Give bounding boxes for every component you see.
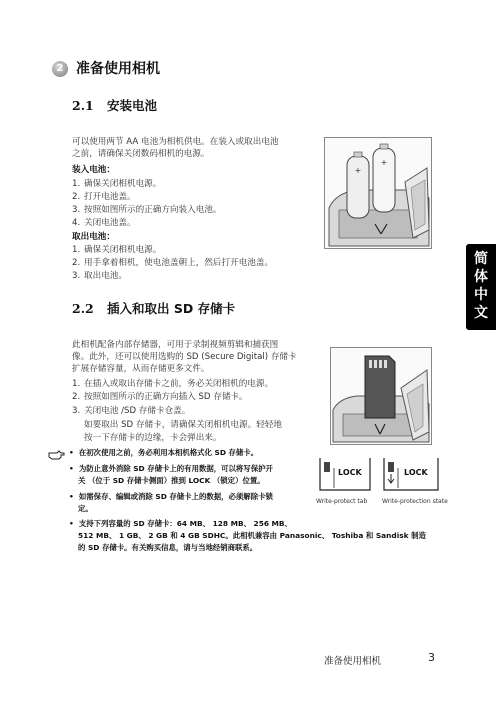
side-tab-char-1: 简 (474, 251, 488, 267)
remove-step-2-text: 用手拿着相机，使电池盖朝上，然后打开电池盖。 (84, 258, 274, 268)
side-tab-char-4: 文 (474, 305, 488, 321)
sd-step-2-text: 按照如图所示的正确方向插入 SD 存储卡。 (84, 392, 248, 402)
section-2-intro-line-2: 像。此外，还可以使用选购的 SD (Secure Digital) 存储卡 (72, 352, 297, 362)
svg-text:+: + (354, 166, 362, 175)
language-side-tab (466, 244, 496, 330)
note-2-line-2: 关 （位于 SD 存储卡侧面）推到 LOCK （锁定）位置。 (78, 476, 265, 485)
lock-text-left: LOCK (338, 468, 362, 477)
install-step-4-text: 关闭电池盖。 (84, 218, 136, 228)
sd-step-1 (72, 377, 273, 389)
install-step-3-text: 按照如图所示的正确方向装入电池。 (84, 205, 222, 215)
remove-step-2-number: 2. (72, 258, 81, 268)
write-protection-state-label: Write-protection state (382, 498, 448, 505)
install-step-4-number: 4. (72, 218, 81, 228)
remove-step-3-number: 3. (72, 271, 81, 281)
note-4-line-3: 的 SD 存储卡。有关购买信息，请与当地经销商联系。 (78, 543, 258, 552)
remove-step-1-text: 确保关闭相机电源。 (84, 245, 162, 255)
note-2 (69, 463, 273, 474)
footer-chapter-title: 准备使用相机 (324, 656, 382, 667)
section-2-intro-line-3: 扩展存储容量，从而存储更多文件。 (72, 364, 210, 374)
battery-install-illustration (324, 137, 432, 249)
section-2-number: 2.2 (72, 301, 94, 316)
page-number: 3 (428, 651, 435, 664)
section-2-title: 插入和取出 SD 存储卡 (107, 301, 236, 316)
battery-illustration-drawing (325, 138, 431, 248)
remove-step-3-text: 取出电池。 (84, 271, 127, 281)
note-1-bullet: • (69, 448, 74, 457)
section-1-number: 2.1 (72, 98, 94, 113)
note-hand-icon (48, 446, 66, 458)
note-4-bullet: • (69, 519, 74, 528)
install-step-1-text: 确保关闭相机电源。 (84, 179, 162, 189)
install-step-4 (72, 216, 136, 228)
section-2-intro-line-1: 此相机配备内部存储器，可用于录制视频剪辑和捕获图 (72, 340, 279, 350)
install-step-3 (72, 203, 222, 215)
sd-step-1-text: 在插入或取出存储卡之前，务必关闭相机的电源。 (84, 379, 274, 389)
section-1-title: 安装电池 (107, 98, 158, 113)
sd-card-illustration-drawing (331, 348, 431, 444)
side-tab-char-3: 中 (474, 287, 488, 303)
note-4-line-2: 512 MB、 1 GB、 2 GB 和 4 GB SDHC。此相机兼容由 Panasonic、 Toshiba 和 Sandisk 制造 (78, 531, 426, 540)
remove-step-2 (72, 256, 273, 268)
chapter-title: 准备使用相机 (76, 61, 160, 77)
svg-text:+: + (380, 158, 388, 167)
note-4 (69, 518, 292, 529)
side-tab-char-2: 体 (474, 269, 488, 285)
note-2-line-1: 为防止意外消除 SD 存储卡上的有用数据，可以将写保护开 (78, 464, 273, 473)
remove-step-1 (72, 243, 161, 255)
sd-step-3-extra-line-2: 按一下存储卡的边缘，卡会弹出来。 (84, 433, 222, 443)
remove-step-1-number: 1. (72, 245, 81, 255)
note-4-line-1: 支持下列容量的 SD 存储卡：64 MB、 128 MB、 256 MB、 (78, 519, 292, 528)
install-step-1-number: 1. (72, 179, 81, 189)
note-1-line-1: 在初次使用之前，务必利用本相机格式化 SD 存储卡。 (78, 448, 259, 457)
note-3 (69, 491, 273, 502)
sd-step-3 (72, 404, 190, 416)
sd-step-2 (72, 390, 248, 402)
write-protect-illustration (314, 458, 448, 508)
note-3-bullet: • (69, 492, 74, 501)
write-protect-tab-label: Write-protect tab (316, 498, 368, 505)
install-step-3-number: 3. (72, 205, 81, 215)
lock-text-right: LOCK (404, 468, 428, 477)
install-step-2-number: 2. (72, 192, 81, 202)
remove-step-3 (72, 269, 127, 281)
install-step-2-text: 打开电池盖。 (84, 192, 136, 202)
sd-step-1-number: 1. (72, 379, 81, 389)
install-step-2 (72, 190, 136, 202)
section-1-intro-line-2: 之前，请确保关闭数码相机的电源。 (72, 149, 210, 159)
install-battery-heading: 装入电池： (72, 165, 115, 175)
sd-step-3-extra-line-1: 如要取出 SD 存储卡，请确保关闭相机电源。轻轻地 (84, 420, 283, 430)
note-3-line-1: 如需保存、编辑或消除 SD 存储卡上的数据，必须解除卡锁 (78, 492, 273, 501)
note-1 (69, 447, 258, 458)
sd-step-3-number: 3. (72, 406, 81, 416)
note-3-line-2: 定。 (78, 504, 93, 513)
lock-switch-drawing (314, 458, 442, 498)
sd-step-2-number: 2. (72, 392, 81, 402)
sd-card-insert-illustration (330, 347, 432, 445)
remove-battery-heading: 取出电池： (72, 232, 115, 242)
install-step-1 (72, 177, 161, 189)
chapter-number-badge: 2 (52, 61, 68, 77)
note-2-bullet: • (69, 464, 74, 473)
sd-step-3-text: 关闭电池 /SD 存储卡仓盖。 (84, 406, 191, 416)
section-1-intro-line-1: 可以使用两节 AA 电池为相机供电。在装入或取出电池 (72, 137, 279, 147)
